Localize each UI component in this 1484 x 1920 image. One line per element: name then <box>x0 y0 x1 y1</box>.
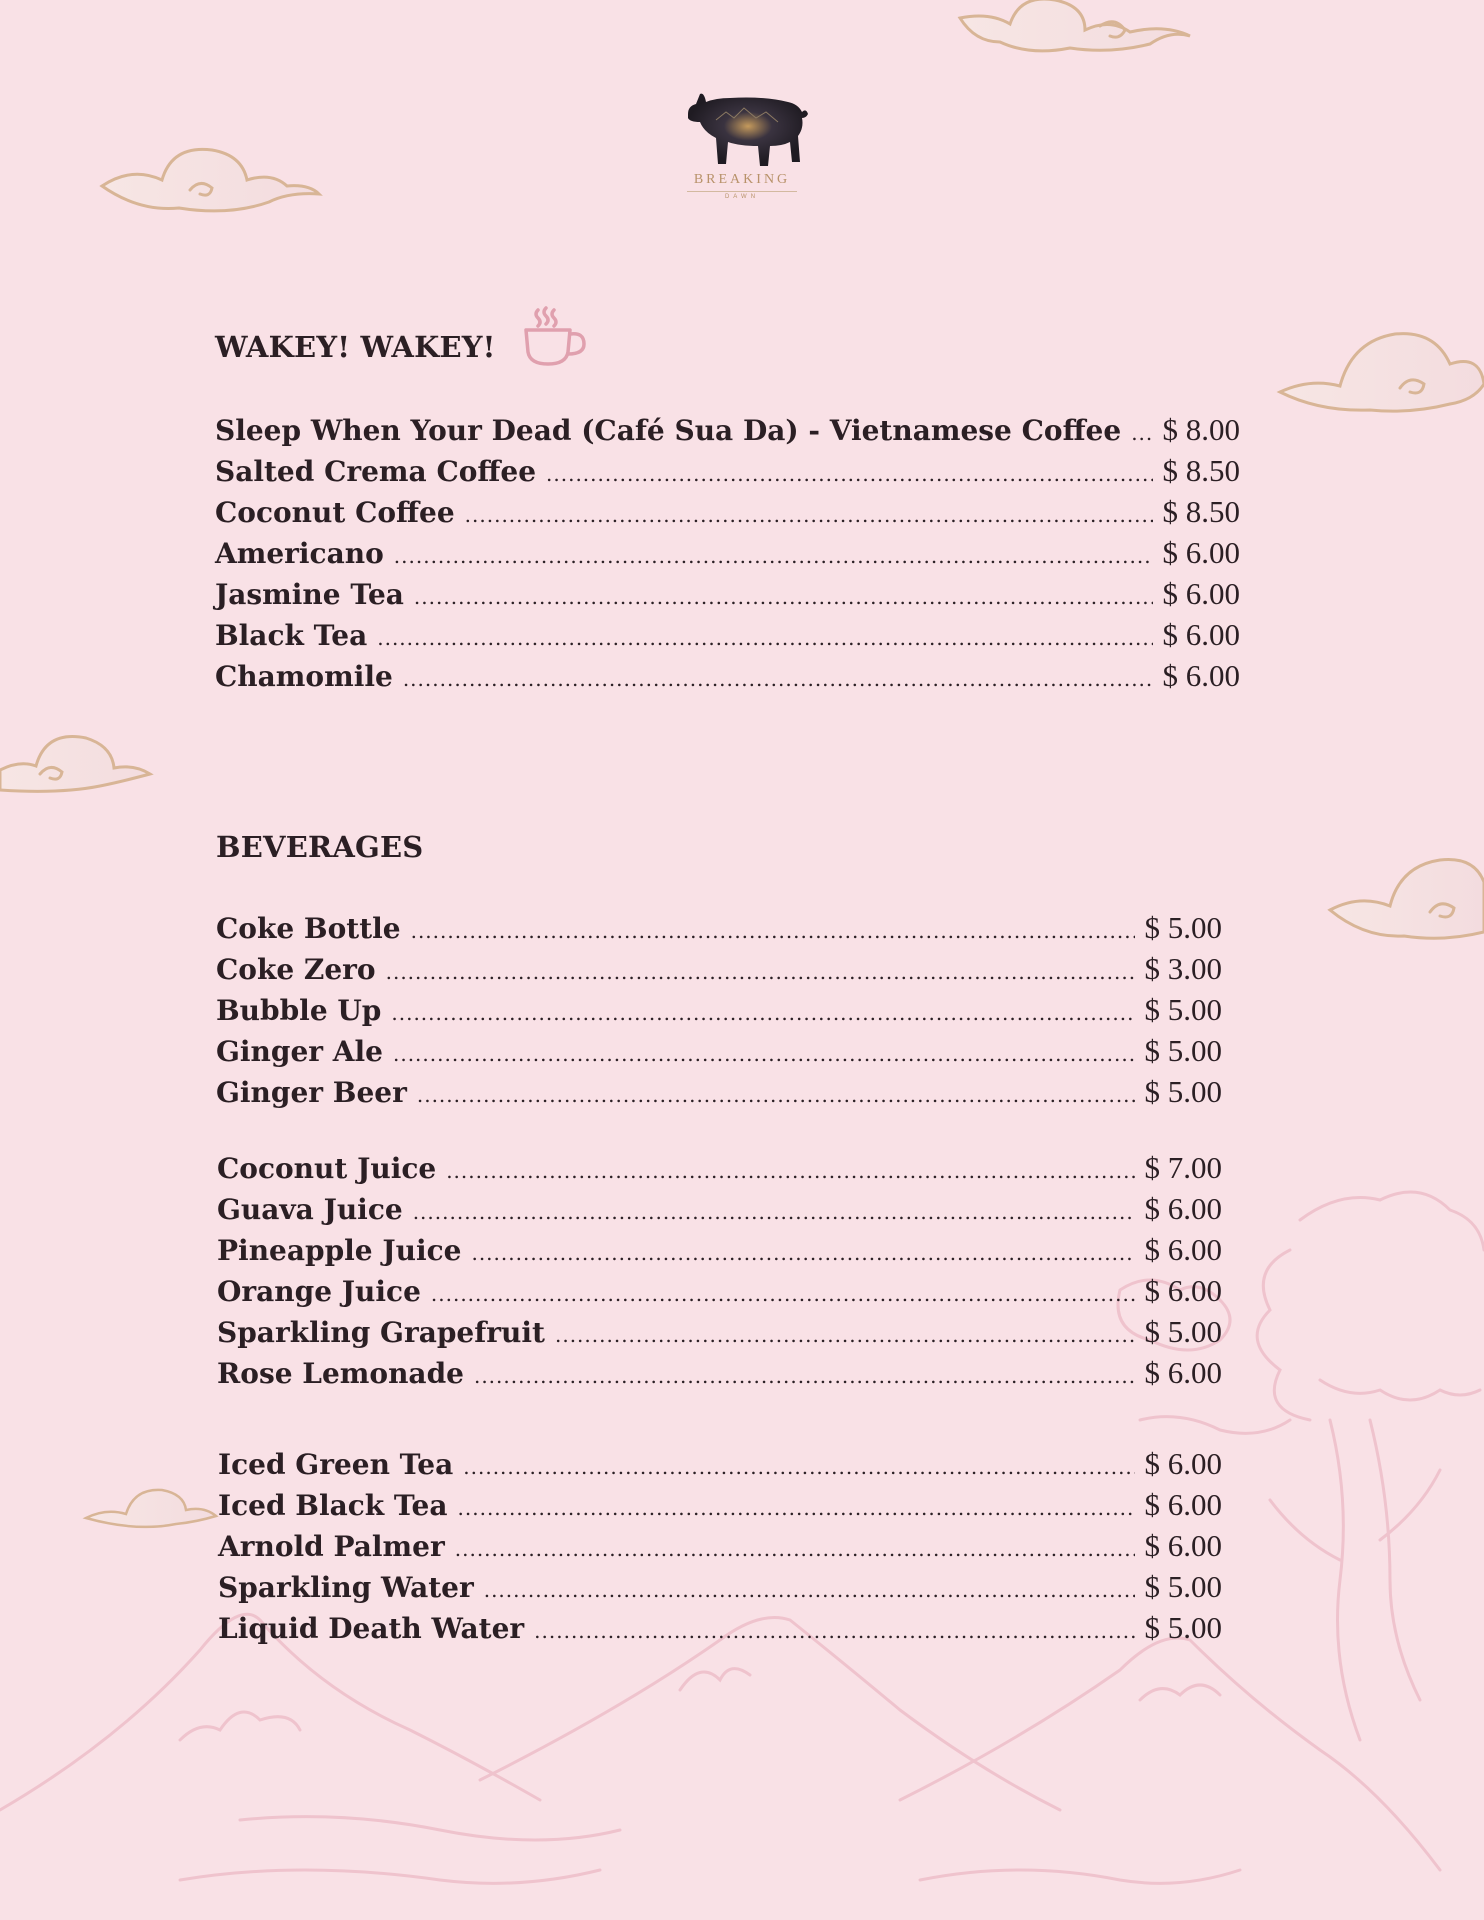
cloud-icon <box>960 0 1190 51</box>
menu-item: Ginger Beer ..... $ 5.00 <box>216 1074 1222 1115</box>
pig-icon <box>676 90 808 168</box>
menu-item: Rose Lemonade ..... $ 6.00 <box>217 1355 1222 1396</box>
menu-item: Arnold Palmer ..... $ 6.00 <box>218 1528 1222 1569</box>
menu-item: Liquid Death Water ..... $ 5.00 <box>218 1610 1222 1651</box>
menu-item: Iced Green Tea ..... $ 6.00 <box>218 1446 1222 1487</box>
menu-item: Coconut Juice ..... $ 7.00 <box>217 1150 1222 1191</box>
coffee-cup-icon <box>522 306 588 368</box>
cloud-icon <box>0 737 150 792</box>
menu-item: Guava Juice ..... $ 6.00 <box>217 1191 1222 1232</box>
menu-item: Sparkling Water ..... $ 5.00 <box>218 1569 1222 1610</box>
menu-item: Jasmine Tea ..... $ 6.00 <box>215 576 1240 617</box>
menu-list-juices <box>217 1150 1222 1396</box>
menu-list-sodas <box>216 910 1222 1115</box>
menu-item: Americano ..... $ 6.00 <box>215 535 1240 576</box>
cloud-icon <box>86 1490 216 1527</box>
logo-wordmark: BREAKING <box>693 172 791 187</box>
menu-item: Orange Juice ..... $ 6.00 <box>217 1273 1222 1314</box>
cloud-icon <box>1330 859 1484 938</box>
cloud-icon <box>1280 334 1484 412</box>
menu-list-wakey <box>215 412 1240 699</box>
mountain-line-art <box>0 1614 1440 1883</box>
menu-item: Black Tea ..... $ 6.00 <box>215 617 1240 658</box>
menu-item: Coke Bottle ..... $ 5.00 <box>216 910 1222 951</box>
menu-item: Coke Zero ..... $ 3.00 <box>216 951 1222 992</box>
cloud-icon <box>102 149 319 211</box>
menu-item: Iced Black Tea ..... $ 6.00 <box>218 1487 1222 1528</box>
menu-item: Salted Crema Coffee ..... $ 8.50 <box>215 453 1240 494</box>
menu-item: Sleep When Your Dead (Café Sua Da) - Vietnamese Coffee ..... $ 8.00 <box>215 412 1240 453</box>
menu-list-teas-waters <box>218 1446 1222 1651</box>
section-title-beverages: BEVERAGES <box>216 830 424 864</box>
menu-item: Chamomile ..... $ 6.00 <box>215 658 1240 699</box>
menu-item: Sparkling Grapefruit ..... $ 5.00 <box>217 1314 1222 1355</box>
menu-item: Coconut Coffee ..... $ 8.50 <box>215 494 1240 535</box>
logo-subtext: DAWN <box>687 191 797 200</box>
menu-item: Ginger Ale ..... $ 5.00 <box>216 1033 1222 1074</box>
menu-item: Pineapple Juice ..... $ 6.00 <box>217 1232 1222 1273</box>
brand-logo <box>672 90 812 200</box>
section-title-wakey: WAKEY! WAKEY! <box>215 330 496 364</box>
menu-item: Bubble Up ..... $ 5.00 <box>216 992 1222 1033</box>
